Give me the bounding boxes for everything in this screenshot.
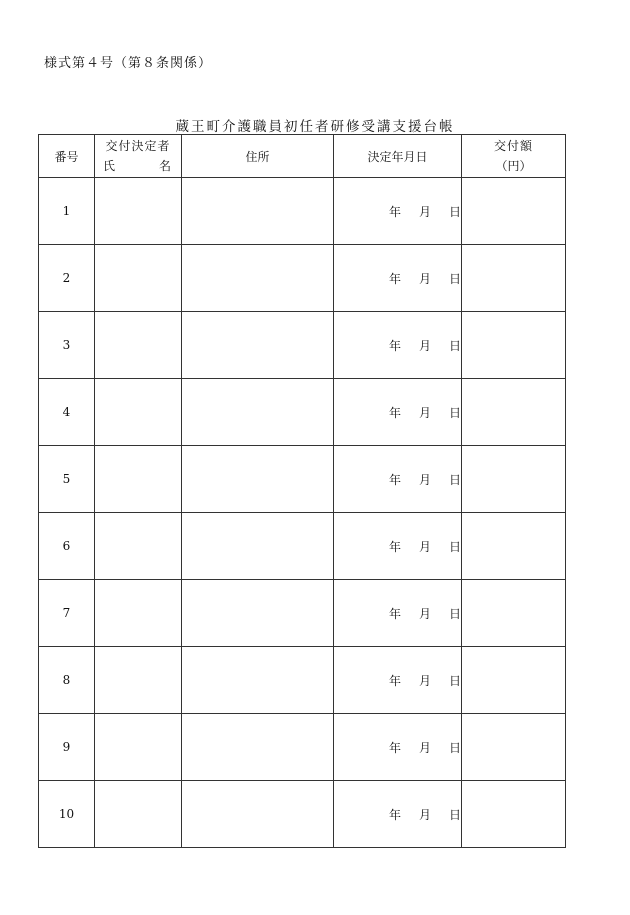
address-cell[interactable]: [182, 714, 334, 781]
ledger-table: [38, 134, 566, 848]
table-row: [39, 781, 566, 848]
date-year-label: 年: [388, 204, 401, 219]
recipient-name-cell[interactable]: [95, 513, 182, 580]
decision-date-cell[interactable]: [334, 312, 462, 379]
date-year-label: 年: [388, 338, 401, 353]
recipient-name-cell[interactable]: [95, 446, 182, 513]
header-recipient: [95, 135, 182, 178]
recipient-name-cell[interactable]: [95, 245, 182, 312]
row-number: 1: [39, 178, 95, 245]
amount-cell[interactable]: [462, 714, 566, 781]
date-month-label: 月: [418, 673, 431, 688]
recipient-name-cell[interactable]: [95, 379, 182, 446]
address-cell[interactable]: [182, 580, 334, 647]
row-number: 7: [39, 580, 95, 647]
table-row: [39, 714, 566, 781]
table-row: [39, 580, 566, 647]
address-cell[interactable]: [182, 647, 334, 714]
table-row: [39, 647, 566, 714]
recipient-name-cell[interactable]: [95, 714, 182, 781]
header-number: 番号: [39, 135, 95, 178]
date-month-label: 月: [418, 338, 431, 353]
table-row: [39, 312, 566, 379]
date-day-label: 日: [448, 807, 461, 822]
header-amount-unit: （円）: [495, 159, 532, 173]
row-number: 10: [39, 781, 95, 848]
row-number: 5: [39, 446, 95, 513]
recipient-name-cell[interactable]: [95, 580, 182, 647]
document-title: 蔵王町介護職員初任者研修受講支援台帳: [175, 119, 455, 135]
date-year-label: 年: [388, 472, 401, 487]
decision-date-cell[interactable]: [334, 379, 462, 446]
amount-cell[interactable]: [462, 781, 566, 848]
amount-cell[interactable]: [462, 178, 566, 245]
date-month-label: 月: [418, 606, 431, 621]
date-month-label: 月: [418, 472, 431, 487]
recipient-name-cell[interactable]: [95, 178, 182, 245]
date-month-label: 月: [418, 807, 431, 822]
date-year-label: 年: [388, 807, 401, 822]
date-month-label: 月: [418, 271, 431, 286]
date-day-label: 日: [448, 405, 461, 420]
row-number: 3: [39, 312, 95, 379]
decision-date-cell[interactable]: [334, 513, 462, 580]
address-cell[interactable]: [182, 245, 334, 312]
row-number: 9: [39, 714, 95, 781]
row-number: 8: [39, 647, 95, 714]
header-row: [39, 135, 566, 178]
recipient-name-cell[interactable]: [95, 781, 182, 848]
header-decision-date: 決定年月日: [334, 135, 462, 178]
amount-cell[interactable]: [462, 647, 566, 714]
address-cell[interactable]: [182, 513, 334, 580]
date-day-label: 日: [448, 539, 461, 554]
date-day-label: 日: [448, 204, 461, 219]
address-cell[interactable]: [182, 446, 334, 513]
form-number: 様式第４号（第８条関係）: [44, 56, 213, 71]
amount-cell[interactable]: [462, 446, 566, 513]
date-day-label: 日: [448, 338, 461, 353]
date-year-label: 年: [388, 405, 401, 420]
decision-date-cell[interactable]: [334, 714, 462, 781]
header-recipient-mei: 名: [158, 159, 171, 173]
header-recipient-line2: [95, 156, 181, 176]
address-cell[interactable]: [182, 312, 334, 379]
row-number: 4: [39, 379, 95, 446]
header-address: 住所: [182, 135, 334, 178]
header-recipient-line1: 交付決定者: [105, 139, 171, 153]
decision-date-cell[interactable]: [334, 647, 462, 714]
amount-cell[interactable]: [462, 513, 566, 580]
date-month-label: 月: [418, 405, 431, 420]
date-day-label: 日: [448, 740, 461, 755]
table-row: [39, 245, 566, 312]
address-cell[interactable]: [182, 781, 334, 848]
table-row: [39, 446, 566, 513]
address-cell[interactable]: [182, 178, 334, 245]
recipient-name-cell[interactable]: [95, 647, 182, 714]
amount-cell[interactable]: [462, 312, 566, 379]
date-year-label: 年: [388, 271, 401, 286]
amount-cell[interactable]: [462, 379, 566, 446]
address-cell[interactable]: [182, 379, 334, 446]
date-day-label: 日: [448, 673, 461, 688]
ledger-body: [39, 178, 566, 848]
date-year-label: 年: [388, 673, 401, 688]
date-day-label: 日: [448, 271, 461, 286]
date-month-label: 月: [418, 539, 431, 554]
date-year-label: 年: [388, 740, 401, 755]
row-number: 6: [39, 513, 95, 580]
decision-date-cell[interactable]: [334, 178, 462, 245]
date-month-label: 月: [418, 204, 431, 219]
date-month-label: 月: [418, 740, 431, 755]
decision-date-cell[interactable]: [334, 781, 462, 848]
date-year-label: 年: [388, 539, 401, 554]
decision-date-cell[interactable]: [334, 446, 462, 513]
row-number: 2: [39, 245, 95, 312]
date-day-label: 日: [448, 606, 461, 621]
table-row: [39, 513, 566, 580]
decision-date-cell[interactable]: [334, 245, 462, 312]
table-row: [39, 379, 566, 446]
header-recipient-shi: 氏: [103, 159, 116, 173]
date-day-label: 日: [448, 472, 461, 487]
recipient-name-cell[interactable]: [95, 312, 182, 379]
header-amount: [462, 135, 566, 178]
date-year-label: 年: [388, 606, 401, 621]
decision-date-cell[interactable]: [334, 580, 462, 647]
amount-cell[interactable]: [462, 580, 566, 647]
table-row: [39, 178, 566, 245]
amount-cell[interactable]: [462, 245, 566, 312]
header-amount-line1: 交付額: [493, 139, 533, 153]
